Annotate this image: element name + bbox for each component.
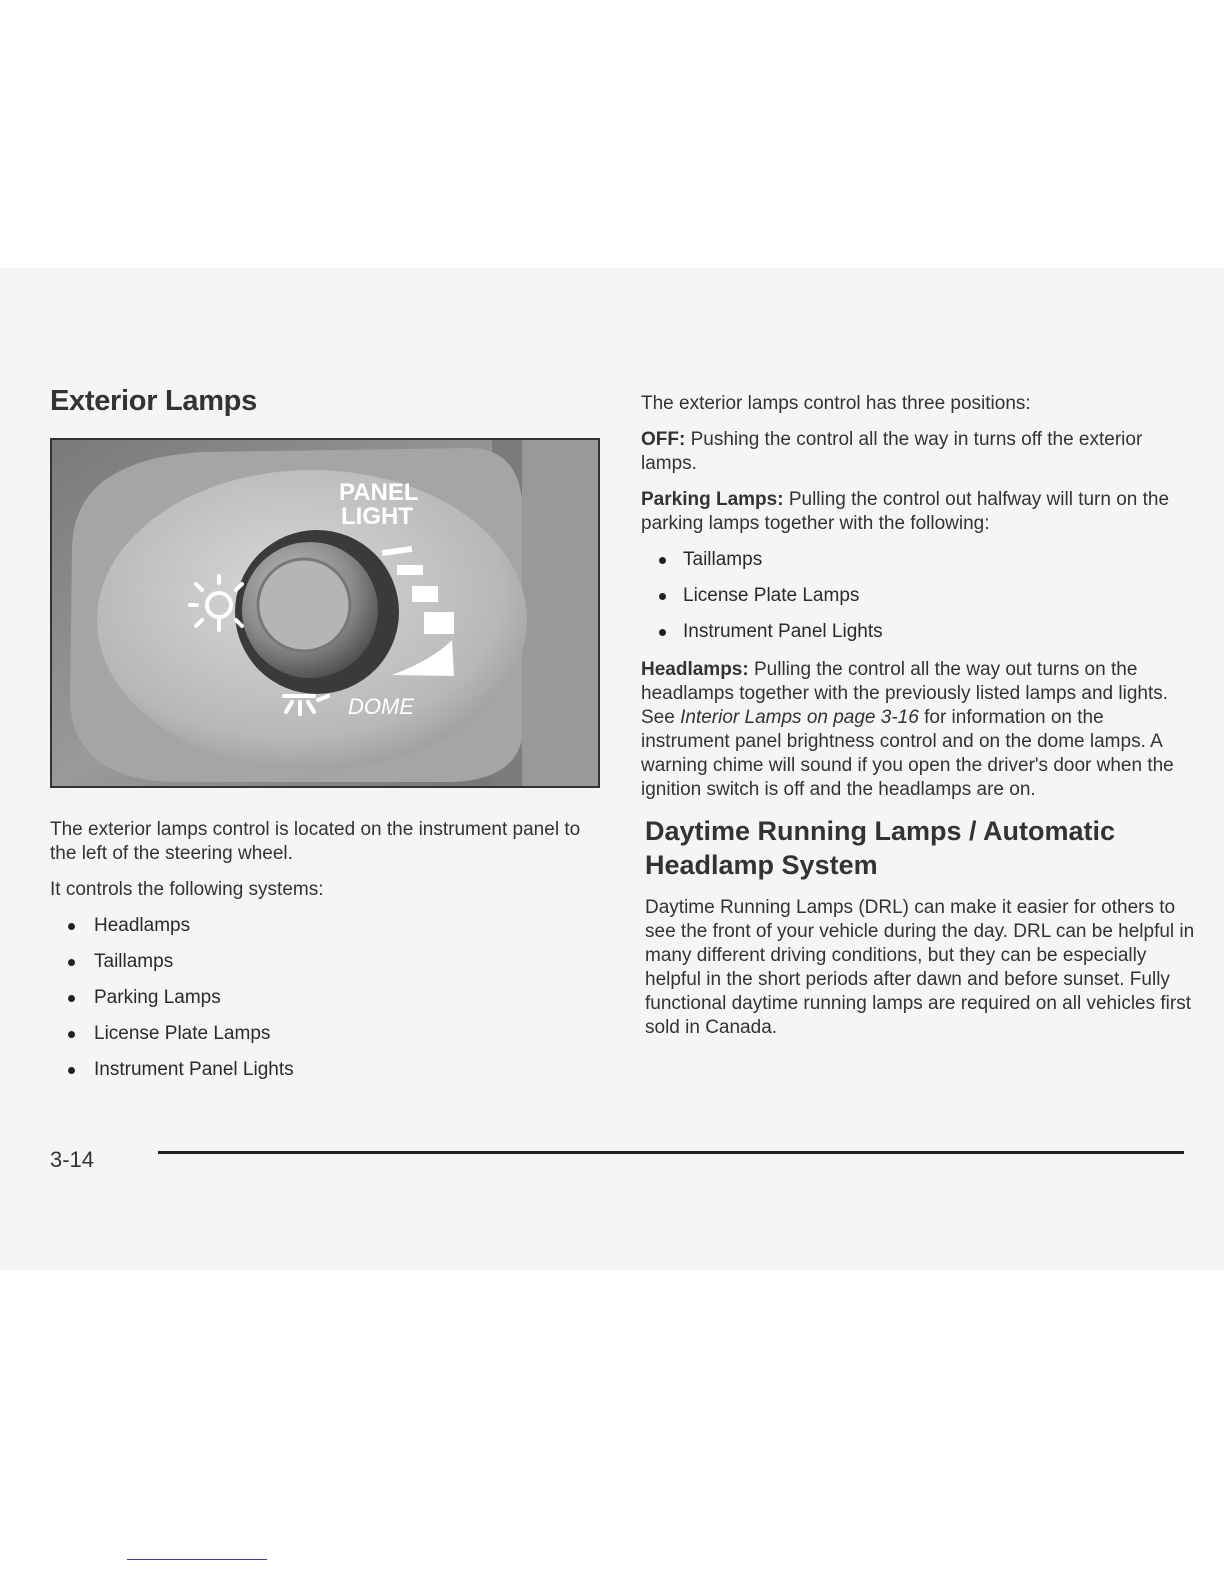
dome-label: DOME [348, 694, 414, 719]
section-heading-exterior-lamps: Exterior Lamps [50, 385, 257, 417]
headlamps-paragraph [641, 658, 1196, 802]
list-item: Parking Lamps [50, 986, 600, 1010]
list-item: Taillamps [50, 950, 600, 974]
headlamps-text-1: Pulling the control all the way out turns on the headlamps together with the previously listed lamps and lights. See [641, 659, 1169, 728]
interior-lamps-reference-link[interactable]: Interior Lamps on page 3-16 [680, 707, 919, 728]
headlamps-label: Headlamps: [641, 659, 749, 680]
panel-light-label-top: PANEL [339, 479, 419, 506]
list-item: License Plate Lamps [641, 584, 1196, 608]
parking-paragraph [641, 488, 1196, 536]
panel-light-label-bottom: LIGHT [341, 503, 413, 530]
parking-text: Pulling the control out halfway will turn on the parking lamps together with the following: [641, 489, 1170, 534]
off-text: Pushing the control all the way in turns off the exterior lamps. [641, 429, 1143, 474]
systems-list [50, 914, 600, 1082]
list-item: Taillamps [641, 548, 1196, 572]
left-column [50, 385, 600, 1096]
list-item: Instrument Panel Lights [641, 620, 1196, 644]
off-paragraph [641, 428, 1196, 476]
right-column [641, 392, 1196, 1052]
bottom-link-underline [127, 1559, 267, 1560]
controls-intro: It controls the following systems: [50, 879, 324, 900]
section-heading-drl: Daytime Running Lamps / Automatic Headlamp System [645, 816, 1116, 880]
list-item: Headlamps [50, 914, 600, 938]
positions-intro: The exterior lamps control has three positions: [641, 393, 1031, 414]
drl-paragraph: Daytime Running Lamps (DRL) can make it easier for others to see the front of your vehicle during the day. DRL can be helpful in many different driving conditions, but they can be especially helpful in the short periods after dawn and before sunset. Fully functional daytime running lamps are required on all vehicles first sold in Canada. [645, 897, 1195, 1038]
intro-paragraph: The exterior lamps control is located on the instrument panel to the left of the steering wheel. [50, 819, 581, 864]
page-number: 3-14 [50, 1147, 95, 1172]
headlamps-text-2: for information on the instrument panel brightness control and on the dome lamps. A warning chime will sound if you open the driver's door when the ignition switch is off and the headlamps are on. [641, 707, 1174, 800]
off-label: OFF: [641, 429, 686, 450]
list-item: Instrument Panel Lights [50, 1058, 600, 1082]
parking-items-list [641, 548, 1196, 644]
exterior-lamps-control-photo [50, 438, 600, 788]
footer-rule [158, 1151, 1184, 1154]
parking-label: Parking Lamps: [641, 489, 784, 510]
list-item: License Plate Lamps [50, 1022, 600, 1046]
